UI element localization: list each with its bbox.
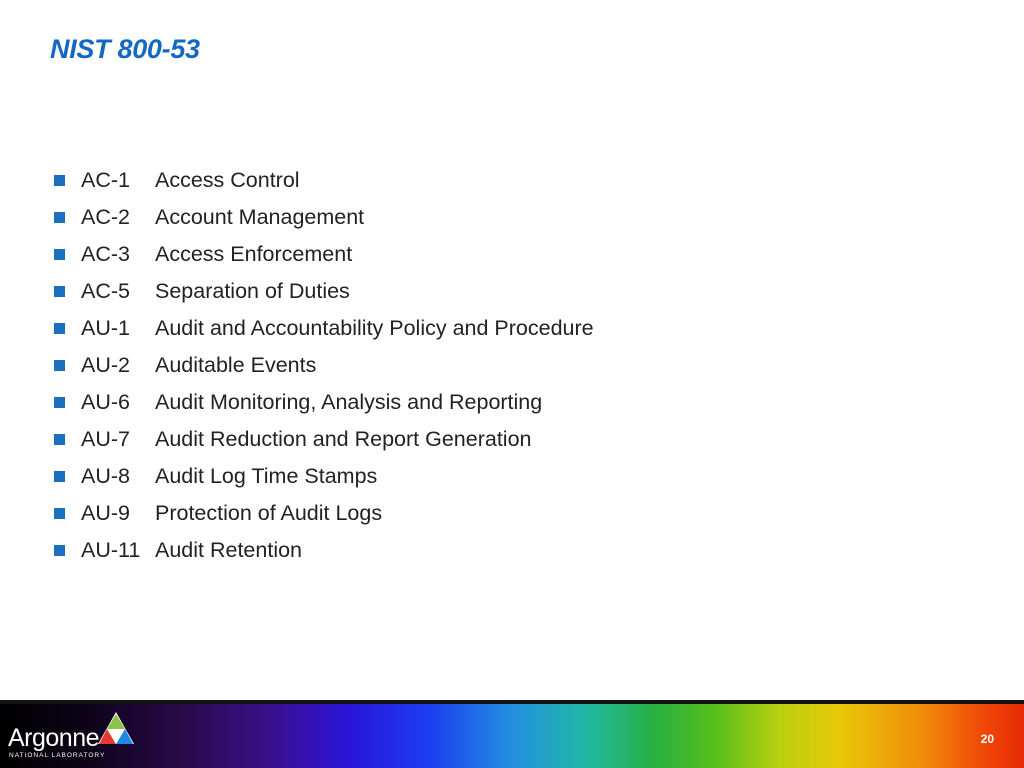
- list-item: [54, 347, 594, 384]
- control-code: AU-1: [81, 316, 130, 340]
- control-code: AC-3: [81, 242, 130, 266]
- square-bullet-icon: [54, 286, 65, 297]
- logo-subtext: NATIONAL LABORATORY: [9, 752, 106, 759]
- control-code: AC-5: [81, 279, 130, 303]
- control-label: Auditable Events: [155, 353, 317, 377]
- control-label: Audit Retention: [155, 538, 303, 562]
- list-item: [54, 162, 594, 199]
- square-bullet-icon: [54, 212, 65, 223]
- argonne-triangle-logo-icon: [96, 710, 136, 746]
- square-bullet-icon: [54, 175, 65, 186]
- slide-title: NIST 800-53: [50, 34, 200, 64]
- control-label: Audit Reduction and Report Generation: [155, 427, 532, 451]
- square-bullet-icon: [54, 360, 65, 371]
- list-item: [54, 310, 594, 347]
- square-bullet-icon: [54, 508, 65, 519]
- control-label: Access Control: [155, 168, 300, 192]
- control-code: AU-6: [81, 390, 130, 414]
- bullet-list: [54, 162, 594, 569]
- control-label: Audit and Accountability Policy and Procedure: [155, 316, 594, 340]
- footer-gradient-bar: [0, 704, 1024, 768]
- square-bullet-icon: [54, 323, 65, 334]
- list-item: [54, 199, 594, 236]
- control-code: AU-7: [81, 427, 130, 451]
- square-bullet-icon: [54, 397, 65, 408]
- control-label: Protection of Audit Logs: [155, 501, 383, 525]
- list-item: [54, 421, 594, 458]
- logo-wordmark: Argonne: [8, 724, 100, 752]
- control-label: Account Management: [155, 205, 365, 229]
- square-bullet-icon: [54, 249, 65, 260]
- control-code: AC-1: [81, 168, 130, 192]
- control-code: AU-11: [81, 538, 141, 562]
- control-label: Access Enforcement: [155, 242, 353, 266]
- control-code: AU-2: [81, 353, 130, 377]
- control-label: Separation of Duties: [155, 279, 350, 303]
- control-label: Audit Monitoring, Analysis and Reporting: [155, 390, 543, 414]
- square-bullet-icon: [54, 545, 65, 556]
- list-item: [54, 236, 594, 273]
- square-bullet-icon: [54, 434, 65, 445]
- list-item: [54, 458, 594, 495]
- control-code: AC-2: [81, 205, 130, 229]
- control-code: AU-9: [81, 501, 130, 525]
- control-code: AU-8: [81, 464, 130, 488]
- square-bullet-icon: [54, 471, 65, 482]
- list-item: [54, 273, 594, 310]
- argonne-logo: [8, 708, 138, 764]
- list-item: [54, 532, 594, 569]
- list-item: [54, 495, 594, 532]
- page-number: 20: [980, 732, 994, 746]
- list-item: [54, 384, 594, 421]
- control-label: Audit Log Time Stamps: [155, 464, 378, 488]
